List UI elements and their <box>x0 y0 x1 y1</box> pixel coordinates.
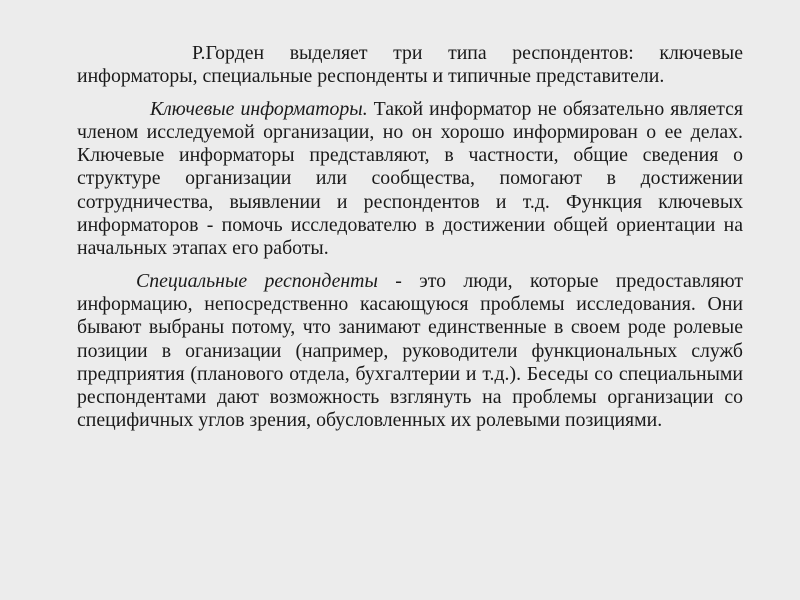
paragraph-1-text: Р.Горден выделяет три типа респондентов: ключевые информаторы, специальные респонденты и типичные представители. <box>77 42 743 88</box>
paragraph-2-text: Такой информатор не обязательно является членом исследуемой организации, но он хорошо информирован о ее делах. Ключевые информаторы представляют, в частности, общие сведения о структуре организации или сообщества, помогают в достижении сотрудничества, выявлении и респондентов и т.д. Функция ключевых информаторов - помочь исследователю в достижении общей ориентации на начальных этапах его работы. <box>77 97 743 260</box>
key-informants-term: Ключевые информаторы. <box>150 97 368 120</box>
slide-text-body <box>77 42 743 442</box>
special-respondents-term: Специальные респонденты <box>136 269 378 292</box>
paragraph-respondent-types <box>77 42 743 89</box>
paragraph-special-respondents <box>77 270 743 433</box>
paragraph-3-text: - это люди, которые предоставляют информацию, непосредственно касающуюся проблемы исследования. Они бывают выбраны потому, что занимают единственные в своем роде ролевые позиции в оганизации (например, руководители функциональных служб предприятия (планового отдела, бухгалтерии и т.д.). Беседы со специальными респондентами дают возможность взглянуть на проблемы организации со специфичных углов зрения, обусловленных их ролевыми позициями. <box>77 269 743 432</box>
paragraph-key-informants <box>77 98 743 261</box>
